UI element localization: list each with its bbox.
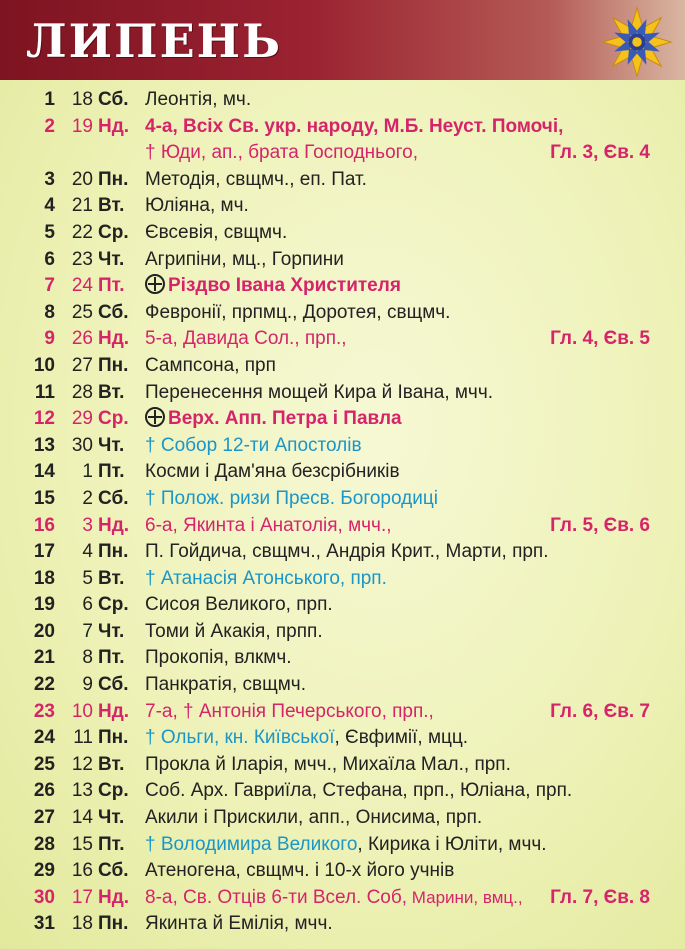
- weekday: Сб.: [98, 89, 129, 110]
- calendar-row: [0, 885, 685, 912]
- weekday: Чт.: [98, 248, 125, 270]
- feast-name: † Юди, ап., брата Господнього,: [145, 142, 418, 164]
- feast-name: Панкратія, свщмч.: [145, 674, 306, 696]
- old-style-date: 29: [71, 408, 93, 430]
- calendar-row: [0, 433, 685, 460]
- weekday: Чт.: [98, 807, 125, 829]
- feast-name: 7-а, † Антонія Печерського, прп.,: [145, 700, 434, 722]
- calendar-row: [0, 513, 685, 540]
- cross-circle-icon: [145, 274, 165, 294]
- calendar-row: [0, 911, 685, 938]
- cross-circle-icon: [145, 407, 165, 427]
- feast-text: [145, 885, 523, 912]
- old-style-date: 2: [82, 487, 93, 509]
- weekday: Сб.: [98, 301, 129, 323]
- old-style-date: 20: [71, 168, 93, 190]
- day-number: 4: [44, 195, 55, 217]
- old-style-date: 30: [71, 434, 93, 456]
- weekday: Вт.: [98, 381, 125, 403]
- calendar-row: [0, 672, 685, 699]
- old-style-date: 22: [71, 221, 93, 243]
- calendar-row: [0, 805, 685, 832]
- day-number: 30: [33, 886, 55, 908]
- feast-name: 8-а, Св. Отців 6-ти Всел. Соб,: [145, 886, 408, 908]
- day-number: 22: [33, 674, 55, 696]
- day-number: 24: [33, 727, 55, 749]
- calendar-row: [0, 273, 685, 300]
- day-number: 16: [33, 514, 55, 536]
- old-style-date: 13: [71, 780, 93, 802]
- day-number: 28: [33, 833, 55, 855]
- old-style-date: 27: [71, 354, 93, 376]
- calendar-row: [0, 539, 685, 566]
- calendar-row: [0, 140, 685, 167]
- feast-text: [145, 539, 549, 566]
- feast-text: [145, 858, 454, 885]
- old-style-date: 14: [71, 807, 93, 829]
- feast-name: Томи й Акакія, прпп.: [145, 620, 323, 642]
- weekday: Сб.: [98, 860, 129, 882]
- feast-name: Сампсона, прп: [145, 354, 276, 376]
- day-number: 7: [44, 275, 55, 297]
- weekday: Нд.: [98, 115, 130, 137]
- feast-text: [145, 645, 292, 672]
- weekday: Ср.: [98, 408, 129, 430]
- old-style-date: 7: [82, 620, 93, 642]
- weekday: Нд.: [98, 328, 130, 350]
- old-style-date: 17: [71, 886, 93, 908]
- old-style-date: 21: [71, 195, 93, 217]
- calendar-row: [0, 167, 685, 194]
- feast-name: Прокла й Іларія, мчч., Михаїла Мал., прп.: [145, 753, 511, 775]
- calendar-row: [0, 645, 685, 672]
- weekday: Вт.: [98, 567, 125, 589]
- calendar-row: [0, 380, 685, 407]
- calendar-row: [0, 778, 685, 805]
- calendar-row: [0, 752, 685, 779]
- feast-name: † Володимира Великого: [145, 833, 358, 855]
- feast-text: [145, 300, 450, 327]
- day-number: 3: [44, 168, 55, 190]
- feast-text: [145, 406, 402, 433]
- old-style-date: 9: [82, 674, 93, 696]
- feast-name: Февронії, прпмц., Доротея, свщмч.: [145, 301, 451, 323]
- feast-text: [145, 220, 287, 247]
- sunflower-icon: [599, 4, 675, 80]
- day-number: 11: [34, 381, 55, 403]
- feast-name: Якинта й Емілія, мчч.: [145, 913, 333, 935]
- tone-gospel: Гл. 6, Єв. 7: [550, 700, 650, 722]
- weekday: Пн.: [98, 541, 129, 563]
- day-number: 20: [33, 620, 55, 642]
- feast-name: Акили і Прискили, апп., Онисима, прп.: [145, 807, 483, 829]
- day-number: 8: [44, 301, 55, 323]
- day-number: 15: [33, 487, 55, 509]
- old-style-date: 19: [71, 115, 93, 137]
- feast-text: [145, 326, 347, 353]
- calendar-row: [0, 193, 685, 220]
- feast-text: [145, 592, 333, 619]
- feast-name: 5-а, Давида Сол., прп.,: [145, 328, 347, 350]
- weekday: Пт.: [98, 647, 125, 669]
- feast-text: [145, 87, 251, 114]
- month-header: [0, 0, 685, 80]
- calendar-row: [0, 326, 685, 353]
- calendar-row: [0, 858, 685, 885]
- calendar-row: [0, 699, 685, 726]
- weekday: Вт.: [98, 195, 125, 217]
- tone-gospel: Гл. 5, Єв. 6: [550, 514, 650, 536]
- feast-name: Методія, свщмч., еп. Пат.: [145, 168, 367, 190]
- day-number: 9: [44, 328, 55, 350]
- feast-text: [145, 832, 547, 859]
- old-style-date: 18: [71, 913, 93, 935]
- feast-name: † Полож. ризи Пресв. Богородиці: [145, 487, 438, 509]
- calendar-row: [0, 247, 685, 274]
- feast-name: Євсевія, свщмч.: [145, 221, 288, 243]
- feast-text: [145, 114, 563, 141]
- old-style-date: 5: [82, 567, 93, 589]
- feast-text: [145, 672, 306, 699]
- old-style-date: 11: [73, 727, 93, 749]
- weekday: Пн.: [98, 727, 129, 749]
- feast-name: Верх. Апп. Петра і Павла: [168, 408, 402, 430]
- calendar-row: [0, 406, 685, 433]
- day-number: 18: [33, 567, 55, 589]
- old-style-date: 15: [71, 833, 93, 855]
- weekday: Пт.: [98, 833, 125, 855]
- day-number: 13: [33, 434, 55, 456]
- calendar-row: [0, 486, 685, 513]
- weekday: Пт.: [98, 275, 125, 297]
- calendar-row: [0, 300, 685, 327]
- old-style-date: 10: [71, 700, 93, 722]
- tone-gospel: Гл. 3, Єв. 4: [550, 142, 650, 164]
- weekday: Чт.: [98, 620, 125, 642]
- weekday: Чт.: [98, 434, 125, 456]
- feast-text: [145, 752, 511, 779]
- feast-text: [145, 778, 572, 805]
- old-style-date: 16: [71, 860, 93, 882]
- feast-name: Прокопія, влкмч.: [145, 647, 292, 669]
- feast-name: Косми і Дам'яна безсрібників: [145, 461, 400, 483]
- old-style-date: 1: [82, 461, 93, 483]
- calendar-row: [0, 114, 685, 141]
- weekday: Пн.: [98, 168, 129, 190]
- weekday: Сб.: [98, 487, 129, 509]
- feast-name: Перенесення мощей Кира й Івана, мчч.: [145, 381, 494, 403]
- day-number: 1: [44, 89, 55, 110]
- feast-text: [145, 805, 482, 832]
- day-number: 27: [33, 807, 55, 829]
- feast-text: [145, 699, 434, 726]
- feast-text: [145, 619, 323, 646]
- old-style-date: 18: [71, 89, 93, 110]
- old-style-date: 3: [82, 514, 93, 536]
- feast-name: Леонтія, мч.: [145, 89, 252, 110]
- feast-text: [145, 433, 362, 460]
- feast-name: 6-а, Якинта і Анатолія, мчч.,: [145, 514, 392, 536]
- weekday: Нд.: [98, 886, 130, 908]
- old-style-date: 28: [71, 381, 93, 403]
- weekday: Пн.: [98, 913, 129, 935]
- feast-text: [145, 247, 344, 274]
- calendar-row: [0, 87, 685, 114]
- day-number: 2: [44, 115, 55, 137]
- day-number: 26: [33, 780, 55, 802]
- day-number: 23: [33, 700, 55, 722]
- feast-name: Сисоя Великого, прп.: [145, 594, 333, 616]
- weekday: Пн.: [98, 354, 129, 376]
- calendar-list: [0, 87, 685, 938]
- feast-text: [145, 725, 468, 752]
- feast-text: [145, 193, 249, 220]
- feast-text: [145, 459, 400, 486]
- tone-gospel: Гл. 7, Єв. 8: [550, 886, 650, 908]
- feast-name: 4-а, Всіх Св. укр. народу, М.Б. Неуст. Помочі,: [145, 115, 564, 137]
- weekday: Нд.: [98, 514, 130, 536]
- calendar-row: [0, 220, 685, 247]
- weekday: Сб.: [98, 674, 129, 696]
- feast-name: Агрипіни, мц., Горпини: [145, 248, 344, 270]
- day-number: 25: [33, 753, 55, 775]
- weekday: Ср.: [98, 221, 129, 243]
- feast-name: Соб. Арх. Гавриїла, Стефана, прп., Юліана, прп.: [145, 780, 573, 802]
- feast-text: [145, 167, 367, 194]
- day-number: 12: [33, 408, 55, 430]
- feast-name: П. Гойдича, свщмч., Андрія Крит., Марти, прп.: [145, 541, 549, 563]
- day-number: 31: [33, 913, 55, 935]
- feast-name: Атеногена, свщмч. і 10-х його учнів: [145, 860, 455, 882]
- day-number: 10: [33, 354, 55, 376]
- feast-name: Різдво Івана Христителя: [168, 275, 401, 297]
- month-title: ЛИПЕНЬ: [26, 14, 283, 68]
- weekday: Пт.: [98, 461, 125, 483]
- old-style-date: 23: [71, 248, 93, 270]
- feast-name: † Собор 12-ти Апостолів: [145, 434, 362, 456]
- feast-text: [145, 273, 401, 300]
- day-number: 17: [33, 541, 55, 563]
- old-style-date: 26: [71, 328, 93, 350]
- feast-text: [145, 486, 438, 513]
- feast-text: [145, 353, 276, 380]
- weekday: Вт.: [98, 753, 125, 775]
- feast-text: [145, 513, 392, 540]
- day-number: 21: [33, 647, 55, 669]
- day-number: 14: [33, 461, 55, 483]
- weekday: Нд.: [98, 700, 130, 722]
- calendar-row: [0, 619, 685, 646]
- day-number: 6: [44, 248, 55, 270]
- feast-text: [145, 380, 493, 407]
- feast-extra: Марини, вмц.,: [407, 887, 523, 907]
- tone-gospel: Гл. 4, Єв. 5: [550, 328, 650, 350]
- calendar-row: [0, 459, 685, 486]
- feast-extra: , Кирика і Юліти, мчч.: [357, 833, 547, 855]
- weekday: Ср.: [98, 780, 129, 802]
- old-style-date: 4: [82, 541, 93, 563]
- old-style-date: 8: [82, 647, 93, 669]
- calendar-row: [0, 725, 685, 752]
- weekday: Ср.: [98, 594, 129, 616]
- feast-text: [145, 140, 418, 167]
- feast-name: † Ольги, кн. Київської: [145, 727, 335, 749]
- day-number: 5: [44, 221, 55, 243]
- feast-text: [145, 911, 333, 938]
- feast-text: [145, 566, 387, 593]
- feast-name: † Атанасія Атонського, прп.: [145, 567, 387, 589]
- old-style-date: 6: [82, 594, 93, 616]
- old-style-date: 12: [71, 753, 93, 775]
- day-number: 29: [33, 860, 55, 882]
- calendar-row: [0, 353, 685, 380]
- calendar-row: [0, 832, 685, 859]
- day-number: 19: [33, 594, 55, 616]
- calendar-row: [0, 592, 685, 619]
- feast-extra: , Євфимії, мцц.: [334, 727, 469, 749]
- calendar-row: [0, 566, 685, 593]
- feast-name: Юліяна, мч.: [145, 195, 249, 217]
- old-style-date: 24: [71, 275, 93, 297]
- old-style-date: 25: [71, 301, 93, 323]
